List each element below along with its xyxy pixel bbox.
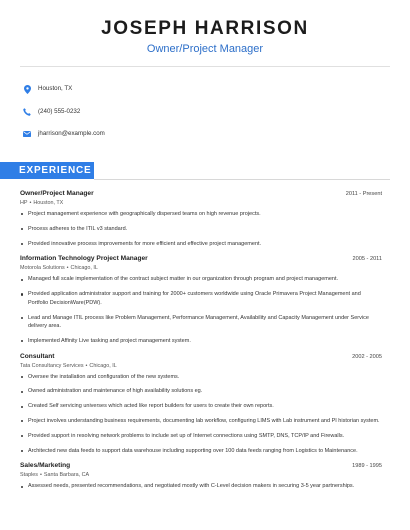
job-bullets	[20, 482, 382, 491]
job-organization: Staples • Santa Barbara, CA	[20, 472, 90, 479]
experience-divider	[94, 179, 390, 180]
phone-icon	[22, 107, 32, 117]
job-company: Staples	[20, 472, 38, 479]
bullet-item: Managed full scale implementation of the contract subject matter in our organization through program and project management.	[20, 275, 382, 284]
email-text[interactable]: jharrison@example.com	[38, 130, 105, 137]
experience-list	[20, 189, 382, 497]
candidate-title: Owner/Project Manager	[146, 43, 264, 55]
bullet-item: Provided innovative process improvements for more efficient and effective project management.	[20, 240, 382, 249]
phone-text: (240) 555-0232	[38, 107, 81, 115]
contact-location	[22, 84, 105, 94]
job-location: Santa Barbara, CA	[43, 472, 90, 479]
contact-phone	[22, 107, 105, 117]
envelope-icon	[22, 129, 32, 139]
bullet-item: Owned administration and maintenance of high availability solutions eg.	[20, 387, 382, 396]
job-dates: 2011 - Present	[345, 191, 382, 197]
job-role: Owner/Project Manager	[20, 190, 94, 197]
job-role: Consultant	[20, 352, 55, 360]
job-role: Sales/Marketing	[20, 462, 71, 470]
bullet-item: Implemented Affinity Live tasking and project management system.	[20, 337, 382, 346]
contact-list	[22, 84, 105, 152]
job-dates: 2002 - 2005	[352, 353, 382, 360]
bullet-item: Created Self servicing universes which acted like report builders for users to create their own reports.	[20, 402, 382, 411]
job-bullets	[20, 210, 382, 248]
bullet-item: Assessed needs, presented recommendations, and negotiated mostly with C-Level decision makers in securing 3-5 year partnerships.	[20, 482, 382, 491]
job-entry	[20, 461, 382, 491]
job-entry	[20, 189, 382, 248]
job-company: Motorola Solutions	[20, 265, 65, 272]
job-location: Houston, TX	[33, 200, 64, 206]
job-location: Chicago, IL	[89, 362, 117, 369]
bullet-item: Lead and Manage ITIL process like Problem Management, Performance Management, Availability and Capacity Management under Service delivery area.	[20, 314, 382, 331]
job-entry	[20, 254, 382, 345]
job-bullets	[20, 373, 382, 456]
experience-heading: EXPERIENCE	[0, 162, 94, 179]
job-organization: Tata Consultancy Services • Chicago, IL	[20, 362, 117, 369]
job-company: Tata Consultancy Services	[20, 362, 84, 369]
location-text: Houston, TX	[38, 85, 73, 92]
bullet-item: Provided application administrator support and training for 2000+ customers worldwide using Oracle Primavera Project Management and Portfolio DecisionWare(PDW).	[20, 290, 382, 307]
job-bullets	[20, 275, 382, 345]
job-location: Chicago, IL	[70, 265, 98, 272]
bullet-item: Project involves understanding business requirements, documenting lab workflow, configuring LIMS with Lab instrument and PI historian system.	[20, 417, 382, 426]
bullet-item: Provided support in resolving network problems to include set up of Internet connections using SMTP, DNS, TCP/IP and Firewalls.	[20, 432, 382, 441]
job-organization: HP • Houston, TX	[20, 200, 64, 206]
job-dates: 2005 - 2011	[352, 256, 382, 263]
bullet-item: Process adheres to the ITIL v3 standard.	[20, 225, 382, 234]
header-divider	[20, 66, 390, 67]
job-dates: 1989 - 1995	[352, 463, 382, 470]
map-pin-icon	[22, 84, 32, 94]
resume-header	[0, 0, 410, 56]
job-organization: Motorola Solutions • Chicago, IL	[20, 265, 98, 272]
candidate-name: JOSEPH HARRISON	[101, 18, 309, 39]
contact-email	[22, 129, 105, 139]
bullet-item: Oversee the installation and configuration of the new systems.	[20, 373, 382, 382]
job-entry	[20, 352, 382, 456]
bullet-item: Project management experience with geographically dispersed teams on high revenue projects.	[20, 210, 382, 219]
job-company: HP	[20, 200, 28, 206]
bullet-item: Architected new data feeds to support data warehouse including supporting over 100 data feeds ranging from Logistics to Maintenance.	[20, 447, 382, 456]
job-role: Information Technology Project Manager	[20, 255, 148, 263]
